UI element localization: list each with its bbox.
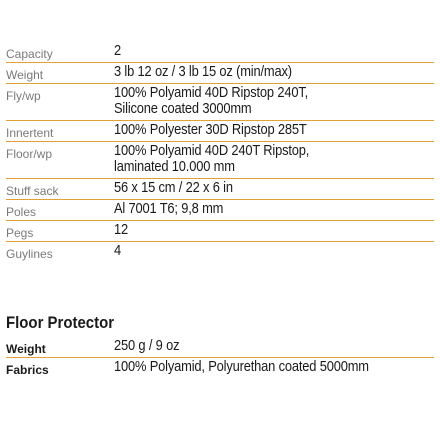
spec-label: Floor/wp	[6, 147, 53, 161]
protector-value: 100% Polyamid, Polyurethan coated 5000mm	[114, 358, 369, 375]
floor-protector-title: Floor Protector	[6, 313, 115, 332]
protector-row-fabrics	[6, 358, 434, 379]
spec-value-line: 100% Polyamid 40D Ripstop 240T,	[114, 84, 309, 101]
spec-value-line: Silicone coated 3000mm	[114, 100, 252, 117]
spec-label: Capacity	[6, 47, 53, 61]
spec-row-weight	[6, 63, 434, 84]
spec-row-guylines	[6, 242, 434, 263]
spec-value	[114, 143, 389, 175]
spec-label: Pegs	[6, 226, 34, 240]
spec-row-stuff-sack	[6, 179, 434, 200]
spec-label: Weight	[6, 68, 44, 82]
spec-value	[114, 85, 389, 117]
spec-value: 56 x 15 cm / 22 x 6 in	[114, 179, 233, 196]
spec-row-pegs	[6, 221, 434, 242]
spec-row-capacity	[6, 42, 434, 63]
tent-spec-table	[6, 42, 434, 263]
protector-value: 250 g / 9 oz	[114, 337, 180, 354]
spec-value: 12	[114, 221, 129, 238]
spec-row-poles	[6, 200, 434, 221]
spec-value: 100% Polyester 30D Ripstop 285T	[114, 121, 307, 138]
protector-label: Weight	[6, 342, 46, 356]
spec-label: Stuff sack	[6, 184, 59, 198]
spec-value: 2	[114, 42, 122, 59]
spec-value: 3 lb 12 oz / 3 lb 15 oz (min/max)	[114, 63, 292, 80]
spec-label: Innertent	[6, 126, 54, 140]
spec-value-line: laminated 10.000 mm	[114, 158, 235, 175]
spec-value: Al 7001 T6; 9,8 mm	[114, 200, 224, 217]
spec-row-fly	[6, 84, 434, 121]
protector-row-weight	[6, 337, 434, 358]
spec-label: Fly/wp	[6, 89, 41, 103]
spec-value-line: 100% Polyamid 40D 240T Ripstop,	[114, 142, 310, 159]
spec-row-innertent	[6, 121, 434, 142]
protector-label: Fabrics	[6, 363, 49, 377]
spec-row-floor	[6, 142, 434, 179]
floor-protector-table	[6, 337, 434, 379]
spec-label: Guylines	[6, 247, 53, 261]
spec-label: Poles	[6, 205, 37, 219]
spec-value: 4	[114, 242, 122, 259]
